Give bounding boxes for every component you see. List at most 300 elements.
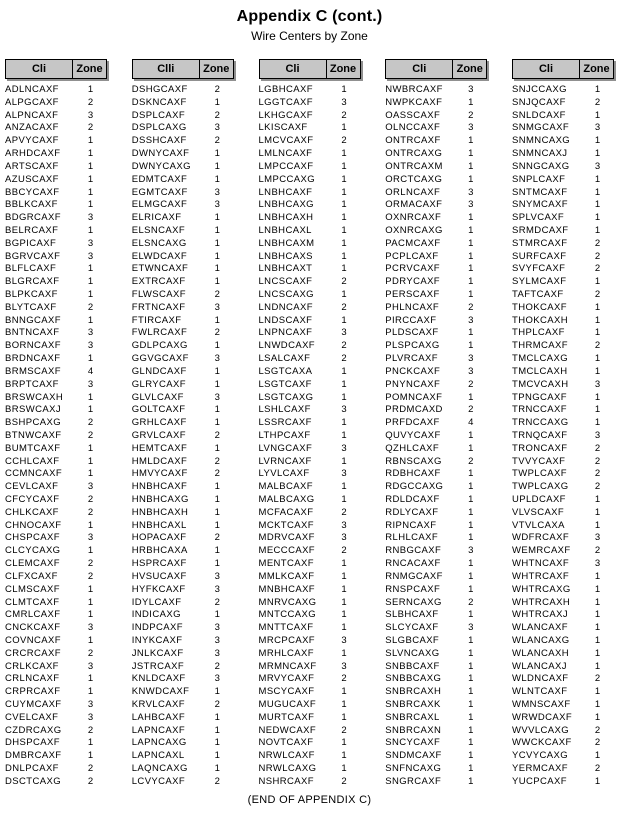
table-row: [5, 225, 107, 238]
zone-cell: 1: [214, 558, 220, 570]
zone-cell: 1: [468, 481, 474, 493]
table-row: [512, 327, 614, 340]
zone-cell: 2: [214, 775, 220, 787]
zone-cell: 1: [341, 250, 347, 262]
cli-cell: CHSPCAXF: [5, 532, 60, 544]
zone-cell: 1: [594, 212, 601, 224]
cli-cell: NWPKCAXF: [385, 96, 443, 108]
table-row: [512, 315, 614, 328]
zone-cell: 1: [468, 468, 474, 480]
table-row: [259, 494, 361, 507]
table-row: [512, 417, 614, 430]
table-row: [132, 622, 234, 635]
table-row: [259, 507, 361, 520]
table-row: [512, 289, 614, 302]
cli-cell: SERNCAXG: [385, 596, 442, 608]
cli-cell: LYVLCAXF: [258, 468, 310, 480]
zone-cell: 1: [87, 84, 94, 95]
table-row: [132, 353, 234, 366]
table-row: [132, 545, 234, 558]
zone-cell: 3: [594, 122, 601, 134]
cli-cell: LNBHCAXS: [258, 250, 313, 262]
table-row: [512, 212, 614, 225]
zone-cell: 2: [341, 135, 347, 147]
table-row: [5, 379, 107, 392]
table-row: [385, 161, 487, 174]
zone-cell: 1: [594, 699, 601, 710]
table-row: [512, 443, 614, 456]
column-header-cli: Cli: [386, 60, 453, 78]
zone-cell: 1: [341, 122, 347, 134]
zone-cell: 1: [87, 276, 94, 288]
table-row: [132, 699, 234, 712]
table-row: [132, 327, 234, 340]
table-row: [132, 97, 234, 110]
zone-cell: 4: [87, 365, 94, 377]
cli-cell: BRSWCAXH: [5, 391, 64, 403]
table-row: [132, 468, 234, 481]
column-header-zone: Zone: [583, 63, 610, 75]
cli-cell: SNTMCAXF: [512, 186, 568, 198]
table-row: [132, 122, 234, 135]
table-row: [5, 763, 107, 776]
table-row: [132, 315, 234, 328]
zone-cell: 3: [87, 660, 94, 672]
zone-cell: 1: [341, 647, 347, 659]
zone-cell: 2: [594, 250, 601, 262]
cli-cell: GDLPCAXG: [131, 340, 188, 352]
cli-cell: BLYTCAXF: [5, 301, 57, 313]
cli-cell: MNTTCAXF: [258, 622, 314, 634]
cli-cell: SLCYCAXF: [385, 622, 439, 634]
cli-cell: CNCKCAXF: [5, 622, 61, 634]
table-row: [259, 763, 361, 776]
cli-cell: SNNGCAXG: [512, 160, 570, 172]
cli-cell: LGBHCAXF: [258, 84, 313, 95]
zone-cell: 1: [341, 186, 347, 198]
table-row: [259, 532, 361, 545]
table-row: [512, 584, 614, 597]
cli-cell: CRCRCAXF: [5, 647, 61, 659]
cli-cell: ONTRCAXF: [385, 135, 441, 147]
page-footer: (END OF APPENDIX C): [247, 793, 372, 806]
table-row: [132, 584, 234, 597]
zone-cell: 1: [214, 404, 220, 416]
cli-cell: ANZACAXF: [5, 122, 59, 134]
zone-cell: 1: [468, 340, 474, 352]
zone-cell: 1: [214, 724, 220, 736]
zone-cell: 1: [341, 289, 347, 300]
cli-cell: CEVLCAXF: [5, 481, 59, 493]
cli-cell: ELWDCAXF: [131, 250, 188, 262]
zone-cell: 1: [214, 481, 220, 493]
table-row: [385, 135, 487, 148]
table-row: [512, 597, 614, 610]
table-row: [5, 122, 107, 135]
zone-cell: 3: [341, 532, 347, 544]
zone-cell: 3: [341, 634, 347, 646]
cli-cell: GOLTCAXF: [131, 404, 186, 416]
zone-cell: 3: [87, 532, 94, 544]
zone-cell: 1: [468, 148, 474, 160]
cli-cell: PNYNCAXF: [385, 378, 441, 390]
cli-cell: SLBHCAXF: [385, 609, 439, 621]
zone-cell: 1: [468, 224, 474, 236]
cli-cell: LNBHCAXT: [258, 263, 313, 275]
cli-cell: HVSUCAXF: [131, 570, 187, 582]
cli-cell: EXTRCAXF: [131, 276, 186, 288]
zone-cell: 1: [594, 148, 601, 160]
table-row: [259, 263, 361, 276]
zone-cell: 2: [594, 96, 601, 108]
zone-cell: 3: [341, 442, 347, 454]
table-row: [5, 110, 107, 123]
zone-cell: 3: [87, 378, 94, 390]
cli-cell: YUCPCAXF: [512, 775, 567, 787]
cli-cell: CUYMCAXF: [5, 699, 62, 710]
table-row: [259, 97, 361, 110]
cli-cell: FLWSCAXF: [131, 289, 186, 300]
cli-cell: PLSPCAXG: [385, 340, 440, 352]
zone-cell: 1: [594, 186, 601, 198]
zone-cell: 1: [468, 263, 474, 275]
table-row: [132, 532, 234, 545]
cli-cell: LNBHCAXL: [258, 224, 312, 236]
zone-cell: 1: [341, 148, 347, 160]
cli-cell: HNBHCAXL: [131, 519, 187, 531]
table-row: [5, 148, 107, 161]
cli-cell: LAQNCAXG: [131, 763, 188, 775]
zone-cell: 2: [341, 109, 347, 121]
zone-cell: 2: [87, 570, 94, 582]
cli-cell: CHNOCAXF: [5, 519, 62, 531]
table-row: [5, 622, 107, 635]
zone-cell: 1: [468, 135, 474, 147]
zone-cell: 1: [87, 634, 94, 646]
cli-cell: MURTCAXF: [258, 711, 315, 723]
cli-cell: ALPGCAXF: [5, 96, 59, 108]
table-row: [385, 84, 487, 97]
zone-cell: 1: [594, 634, 601, 646]
cli-cell: HEMTCAXF: [131, 442, 188, 454]
zone-cell: 3: [468, 186, 474, 198]
cli-cell: SNBRCAXH: [385, 686, 442, 698]
table-row: [385, 635, 487, 648]
cli-cell: ARHDCAXF: [5, 148, 61, 160]
cli-cell: HRBHCAXA: [131, 545, 188, 557]
cli-cell: MALBCAXF: [258, 481, 313, 493]
table-row: [385, 289, 487, 302]
cli-cell: MCKTCAXF: [258, 519, 314, 531]
cli-cell: CRPRCAXF: [5, 686, 61, 698]
table-row: [259, 648, 361, 661]
zone-cell: 1: [468, 737, 474, 749]
cli-cell: CZDRCAXG: [5, 724, 62, 736]
zone-cell: 1: [214, 365, 220, 377]
zone-cell: 1: [594, 596, 601, 608]
table-row: [385, 661, 487, 674]
cli-cell: ONTRCAXM: [385, 160, 443, 172]
table-row: [512, 199, 614, 212]
table-row: [5, 417, 107, 430]
cli-cell: NRWLCAXG: [258, 763, 317, 775]
cli-cell: EDMTCAXF: [131, 173, 188, 185]
table-row: [259, 622, 361, 635]
cli-cell: THPLCAXF: [512, 327, 565, 339]
zone-cell: 3: [468, 314, 474, 326]
cli-cell: GGVGCAXF: [131, 353, 189, 365]
cli-cell: MECCCAXF: [258, 545, 316, 557]
cli-cell: LMPCCAXG: [258, 173, 316, 185]
table-row: [385, 481, 487, 494]
table-row: [132, 481, 234, 494]
table-row: [385, 750, 487, 763]
cli-cell: KRVLCAXF: [131, 699, 185, 710]
zone-cell: 2: [87, 96, 94, 108]
table-row: [259, 84, 361, 97]
table-row: [259, 456, 361, 469]
cli-cell: SNGRCAXF: [385, 775, 442, 787]
cli-cell: PRFDCAXF: [385, 417, 440, 429]
zone-cell: 2: [214, 455, 220, 467]
cli-cell: PCPLCAXF: [385, 250, 439, 262]
table-row: [132, 225, 234, 238]
zone-cell: 3: [87, 711, 94, 723]
cli-cell: LGGTCAXF: [258, 96, 313, 108]
cli-cell: SNYMCAXF: [512, 199, 568, 211]
cli-cell: LNDNCAXF: [258, 301, 313, 313]
zone-cell: 1: [214, 237, 220, 249]
table-row: [385, 417, 487, 430]
cli-cell: PLVRCAXF: [385, 353, 438, 365]
zone-cell: 3: [341, 404, 347, 416]
zone-cell: 1: [341, 237, 347, 249]
cli-cell: HSPRCAXF: [131, 558, 187, 570]
zone-cell: 1: [214, 96, 220, 108]
zone-cell: 1: [214, 160, 220, 172]
table-row: [512, 456, 614, 469]
zone-cell: 2: [87, 763, 94, 775]
zone-cell: 1: [214, 519, 220, 531]
cli-cell: FWLRCAXF: [131, 327, 188, 339]
cli-cell: RDBHCAXF: [385, 468, 441, 480]
table-row: [5, 212, 107, 225]
zone-cell: 2: [214, 699, 220, 710]
zone-cell: 3: [87, 212, 94, 224]
zone-cell: 2: [341, 545, 347, 557]
cli-cell: DNLPCAXF: [5, 763, 59, 775]
table-row: [259, 212, 361, 225]
zone-cell: 1: [87, 596, 94, 608]
cli-cell: PNCKCAXF: [385, 365, 441, 377]
table-row: [5, 584, 107, 597]
table-row: [512, 686, 614, 699]
page-subtitle: Wire Centers by Zone: [251, 29, 368, 43]
zone-cell: 1: [87, 686, 94, 698]
cli-cell: LMCVCAXF: [258, 135, 314, 147]
table-row: [512, 699, 614, 712]
table-row: [512, 481, 614, 494]
cli-cell: SNJQCAXF: [512, 96, 566, 108]
table-row: [512, 110, 614, 123]
zone-cell: 1: [468, 506, 474, 518]
table-row: [259, 135, 361, 148]
zone-cell: 2: [341, 301, 347, 313]
zone-cell: 3: [87, 327, 94, 339]
cli-cell: PACMCAXF: [385, 237, 441, 249]
zone-cell: 3: [214, 647, 220, 659]
table-row: [512, 148, 614, 161]
zone-cell: 1: [468, 699, 474, 710]
table-row: [259, 430, 361, 443]
table-row: [132, 148, 234, 161]
table-row: [259, 302, 361, 315]
zone-cell: 1: [214, 148, 220, 160]
cli-cell: LSGTCAXA: [258, 365, 313, 377]
cli-cell: KNWDCAXF: [131, 686, 190, 698]
zone-cell: 3: [214, 122, 220, 134]
zone-cell: 1: [468, 583, 474, 595]
cli-cell: TRNCCAXF: [512, 404, 567, 416]
cli-cell: WMNSCAXF: [512, 699, 571, 710]
table-row: [259, 712, 361, 725]
zone-cell: 1: [468, 532, 474, 544]
table-row: [512, 648, 614, 661]
cli-cell: VLVSCAXF: [512, 506, 565, 518]
cli-cell: LVRNCAXF: [258, 455, 312, 467]
cli-cell: MMLKCAXF: [258, 570, 315, 582]
zone-cell: 1: [594, 494, 601, 505]
zone-cell: 3: [214, 570, 220, 582]
table-row: [385, 699, 487, 712]
cli-cell: MDRVCAXF: [258, 532, 315, 544]
cli-cell: RLHLCAXF: [385, 532, 439, 544]
zone-cell: 1: [214, 711, 220, 723]
cli-cell: MNTCCAXG: [258, 609, 317, 621]
zone-cell: 1: [341, 199, 347, 211]
zone-cell: 1: [594, 135, 601, 147]
cli-cell: WLDNCAXF: [512, 673, 569, 685]
zone-cell: 1: [594, 353, 601, 365]
zone-cell: 1: [341, 391, 347, 403]
cli-cell: SNBBCAXF: [385, 660, 440, 672]
zone-cell: 1: [594, 711, 601, 723]
table-row: [132, 597, 234, 610]
cli-cell: WDFRCAXF: [512, 532, 570, 544]
cli-cell: FRTNCAXF: [131, 301, 186, 313]
zone-cell: 1: [214, 506, 220, 518]
table-row: [132, 251, 234, 264]
table-row: [259, 609, 361, 622]
table-row: [132, 340, 234, 353]
cli-cell: COVNCAXF: [5, 634, 61, 646]
zone-cell: 1: [214, 442, 220, 454]
zone-cell: 1: [341, 763, 347, 775]
table-row: [512, 635, 614, 648]
table-row: [385, 315, 487, 328]
zone-table-column: [259, 59, 361, 789]
zone-cell: 1: [87, 353, 94, 365]
cli-cell: INYKCAXF: [131, 634, 183, 646]
zone-cell: 1: [468, 276, 474, 288]
table-row: [5, 187, 107, 200]
cli-cell: WVVLCAXG: [512, 724, 570, 736]
cli-cell: QZHLCAXF: [385, 442, 440, 454]
zone-cell: 1: [594, 109, 601, 121]
zone-cell: 1: [594, 199, 601, 211]
zone-cell: 1: [214, 276, 220, 288]
cli-cell: NOVTCAXF: [258, 737, 314, 749]
table-row: [132, 648, 234, 661]
zone-cell: 1: [214, 378, 220, 390]
zone-cell: 1: [468, 775, 474, 787]
zone-cell: 1: [341, 596, 347, 608]
cli-cell: QUVYCAXF: [385, 429, 441, 441]
cli-cell: MENTCAXF: [258, 558, 314, 570]
table-row: [259, 122, 361, 135]
table-row: [385, 110, 487, 123]
zone-cell: 2: [594, 289, 601, 300]
table-row: [259, 238, 361, 251]
table-row: [259, 558, 361, 571]
zone-cell: 3: [87, 237, 94, 249]
column-header-cli: Cli: [513, 60, 580, 78]
zone-cell: 2: [594, 673, 601, 685]
cli-cell: INDPCAXF: [131, 622, 183, 634]
zone-cell: 1: [341, 429, 347, 441]
table-row: [385, 520, 487, 533]
column-header-cli: Cli: [260, 60, 327, 78]
table-row: [385, 686, 487, 699]
table-row: [5, 648, 107, 661]
zone-table-column: [5, 59, 107, 789]
zone-cell: 2: [214, 109, 220, 121]
cli-cell: ELRICAXF: [131, 212, 182, 224]
table-row: [512, 97, 614, 110]
table-row: [132, 135, 234, 148]
zone-cell: 2: [341, 775, 347, 787]
table-row: [385, 597, 487, 610]
table-row: [5, 289, 107, 302]
table-row: [5, 443, 107, 456]
cli-cell: MRCPCAXF: [258, 634, 316, 646]
cli-cell: LAPNCAXL: [131, 750, 185, 762]
cli-cell: LNBHCAXH: [258, 212, 314, 224]
table-row: [132, 558, 234, 571]
zone-cell: 1: [468, 647, 474, 659]
table-row: [385, 763, 487, 776]
zone-cell: 1: [214, 314, 220, 326]
table-row: [5, 456, 107, 469]
zone-cell: 2: [214, 84, 220, 95]
zone-cell: 1: [341, 699, 347, 710]
zone-cell: 2: [341, 724, 347, 736]
table-row: [512, 468, 614, 481]
table-rows: [132, 84, 234, 789]
table-row: [259, 404, 361, 417]
cli-cell: SNBRCAXL: [385, 711, 440, 723]
table-row: [5, 238, 107, 251]
table-row: [385, 302, 487, 315]
zone-cell: 1: [87, 199, 94, 211]
cli-cell: WHTRCAXF: [512, 570, 570, 582]
zone-cell: 1: [468, 711, 474, 723]
cli-cell: MRHLCAXF: [258, 647, 314, 659]
table-row: [259, 635, 361, 648]
zone-cell: 1: [87, 737, 94, 749]
zone-cell: 2: [594, 468, 601, 480]
table-row: [385, 545, 487, 558]
